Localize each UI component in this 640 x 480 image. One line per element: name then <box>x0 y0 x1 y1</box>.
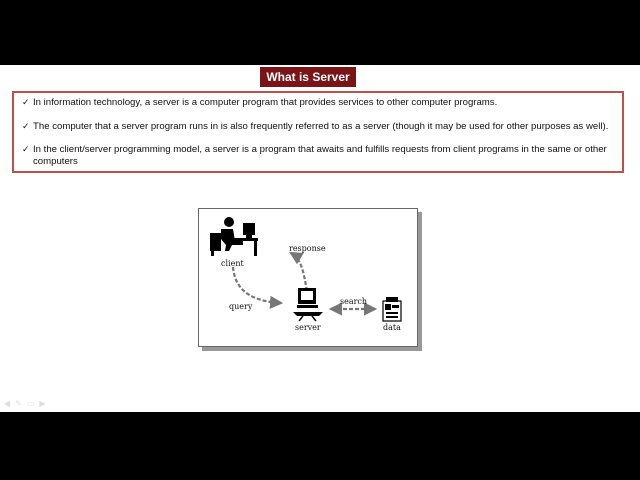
slide-navigation <box>4 399 46 408</box>
slide-title: What is Server <box>260 67 356 87</box>
check-icon: ✓ <box>22 120 30 131</box>
bullet-text: The computer that a server program runs in is also frequently referred to as a server (though it may be used for other purposes as well). <box>33 120 609 132</box>
response-arrow <box>291 253 307 291</box>
client-server-diagram <box>198 208 418 347</box>
slide <box>0 65 640 412</box>
prev-arrow-icon[interactable]: ◀ <box>4 399 11 408</box>
database-icon <box>383 297 401 321</box>
data-label: data <box>383 323 401 332</box>
pen-icon[interactable]: ✎ <box>15 399 22 408</box>
query-label: query <box>229 302 253 311</box>
check-icon: ✓ <box>22 97 30 107</box>
bullet-item <box>22 144 616 167</box>
search-label: search <box>340 297 368 306</box>
bullet-text: In information technology, a server is a computer program that provides services to other computer programs. <box>33 97 498 108</box>
menu-icon[interactable]: ▭ <box>26 399 35 408</box>
bullet-item <box>22 121 616 133</box>
server-computer-icon <box>293 288 323 321</box>
bullet-list <box>12 91 624 173</box>
client-person-icon <box>210 217 258 256</box>
check-icon: ✓ <box>22 144 30 154</box>
next-arrow-icon[interactable]: ▶ <box>39 399 46 408</box>
server-label: server <box>295 323 321 332</box>
client-label: client <box>221 259 244 268</box>
response-label: response <box>289 244 326 253</box>
bullet-text: In the client/server programming model, a server is a program that awaits and fulfills requests from client programs in the same or other computers <box>33 144 607 167</box>
query-arrow <box>233 267 281 303</box>
bullet-item <box>22 97 616 109</box>
